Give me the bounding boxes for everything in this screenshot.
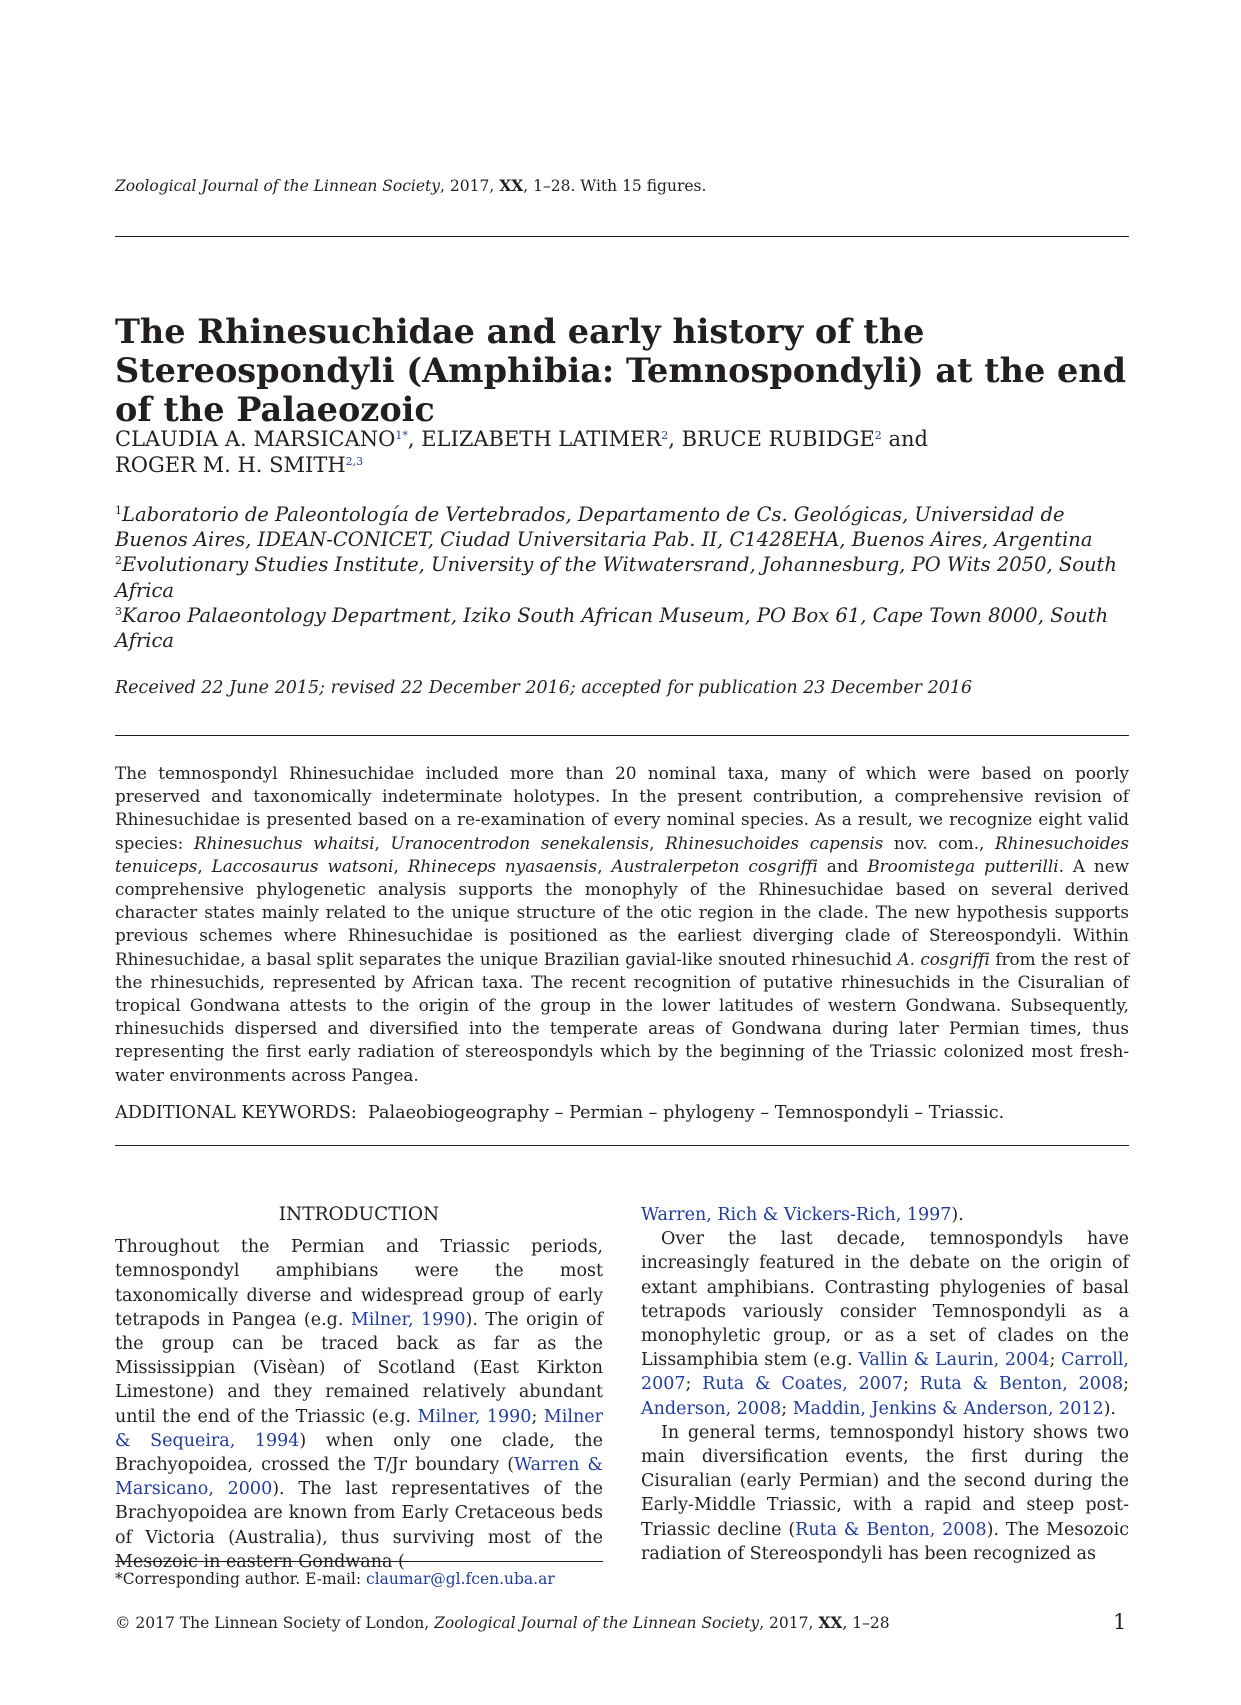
citation-link[interactable]: Milner, 1990 [417,1406,532,1427]
species-name: Australerpeton cosgriffi [611,855,818,876]
header-divider [115,236,1129,237]
keywords [115,1103,1004,1123]
affiliation-list [115,502,1129,653]
copyright-footer [115,1613,890,1632]
affiliation-text: Laboratorio de Paleontología de Vertebrados, Departamento de Cs. Geológicas, Universidad de Buenos Aires, IDEAN-CONICET, Ciudad Universitaria Pab. II, C1428EHA, Buenos Aires, Argentina [115,503,1093,552]
abstract-text: , [197,855,212,876]
copyright-text: © 2017 The Linnean Society of London, [115,1614,435,1632]
footer-volume: XX [818,1613,843,1632]
paragraph [641,1227,1129,1421]
keywords-text: Palaeobiogeography – Permian – phylogeny – Temnospondyli – Triassic. [367,1103,1005,1123]
author-name: BRUCE RUBIDGE [681,427,875,451]
abstract-text: , [374,832,391,853]
footnote-divider [115,1561,603,1562]
citation-link[interactable]: Vallin & Laurin, 2004 [858,1350,1050,1371]
affiliation-number: 2 [115,554,122,568]
author-affiliation-link[interactable]: 2 [874,429,882,442]
abstract-bottom-divider [115,1145,1129,1146]
species-name: Rhineceps nyasaensis [407,855,598,876]
affiliation-number: 3 [115,604,122,618]
abstract [115,762,1129,1087]
author-list [115,426,1129,478]
received-dates: Received 22 June 2015; revised 22 December 2016; accepted for publication 23 December 2016 [115,678,973,698]
species-name: Laccosaurus watsoni [211,855,394,876]
paragraph-text: ; [685,1374,703,1395]
journal-pages-figures: , 1–28. With 15 figures. [523,177,707,195]
affiliation-text: Karoo Palaeontology Department, Iziko South African Museum, PO Box 61, Cape Town 8000, South Africa [115,603,1109,653]
author-name: ELIZABETH LATIMER [421,427,662,451]
abstract-text: , [393,855,408,876]
abstract-top-divider [115,735,1129,736]
citation-link[interactable]: Warren, Rich & Vickers-Rich, 1997 [641,1205,952,1225]
paragraph [115,1235,603,1574]
journal-volume: XX [499,176,524,195]
body-column-right [641,1203,1129,1566]
paragraph-text: ; [1049,1350,1062,1371]
species-name: Uranocentrodon senekalensis [390,832,650,853]
journal-citation-header [115,176,706,195]
author-affiliation-link[interactable]: 2,3 [345,455,364,468]
citation-link[interactable]: Ruta & Benton, 2008 [919,1374,1124,1395]
author-separator: and [881,427,935,451]
affiliation-item [115,603,1129,653]
paragraph-text: In general terms, temnospondyl history shows two main diversification events, the first during the Cisuralian (early Permian) and the second during the Early-Middle Triassic, with a rapid and steep post-Triassic decline ( [641,1422,1129,1540]
article-title: The Rhinesuchidae and early history of the Stereospondyli (Amphibia: Temnospondyli) at the end of the Palaeozoic [115,312,1127,429]
abstract-text: from the rest of the rhinesuchids, represented by African taxa. The recent recognition of putative rhinesuchids in the Cisuralian of tropical Gondwana attests to the origin of the group in the lower latitudes of western Gondwana. Subsequently, rhinesuchids dispersed and diversified into the temperate areas of Gondwana during later Permian times, thus representing the first early radiation of stereospondyls which by the beginning of the Triassic colonized most fresh-water environments across Pangea. [115,948,1129,1085]
author-name: ROGER M. H. SMITH [115,453,346,477]
abstract-text: nov. com., [883,832,996,853]
affiliation-item [115,552,1129,602]
affiliation-item [115,502,1129,552]
abstract-text: and [817,855,868,876]
species-name: Rhinesuchoides tenuiceps [115,832,1129,876]
author-affiliation-link[interactable]: 1* [395,429,408,442]
citation-link[interactable]: Ruta & Benton, 2008 [795,1519,987,1540]
paragraph-text: ). The origin of the group can be traced back as far as the Mississippian (Visèan) of Scotland (East Kirkton Limestone) and they remained relatively abundant until the end of the Triassic (e.g. [115,1309,603,1427]
journal-name: Zoological Journal of the Linnean Society [115,177,441,195]
abstract-text: . A new comprehensive phylogenetic analysis supports the monophyly of the Rhinesuchidae based on several derived character states mainly related to the unique structure of the otic region in the clade. The new hypothesis supports previous schemes where Rhinesuchidae is positioned as the earliest diverging clade of Stereospondyli. Within Rhinesuchidae, a basal split separates the unique Brazilian gavial-like snouted rhinesuchid [115,855,1130,969]
species-name: Rhinesuchoides capensis [665,832,884,853]
affiliation-text: Evolutionary Studies Institute, University of the Witwatersrand, Johannesburg, PO Wits 2050, South Africa [115,553,1117,602]
author-separator: , [668,427,682,451]
email-link[interactable]: claumar@gl.fcen.uba.ar [366,1570,555,1588]
footer-pages: , 1–28 [842,1614,890,1632]
species-name: Rhinesuchus whaitsi [193,832,375,853]
footnote-text: *Corresponding author. E-mail: [115,1570,367,1588]
affiliation-number: 1 [115,504,122,517]
paragraph-text: ). [1103,1398,1116,1419]
author-name: CLAUDIA A. MARSICANO [115,427,396,451]
paragraph-text: ). The Mesozoic radiation of Stereospondyli has been recognized as [641,1519,1130,1564]
footer-year: , 2017, [759,1614,819,1632]
paragraph-text: ). The last representatives of the Brachyopoidea are known from Early Cretaceous beds of Victoria (Australia), thus surviving most of the Mesozoic in eastern Gondwana ( [115,1479,603,1572]
footer-journal-name: Zoological Journal of the Linnean Society [434,1614,760,1632]
citation-link[interactable]: Warren & Marsicano, 2000 [115,1455,603,1500]
abstract-text: , [649,832,666,853]
paragraph-text: ; [903,1374,920,1395]
paragraph-text: ). [951,1205,964,1225]
body-column-left [115,1203,603,1574]
species-name: A. cosgriffi [897,948,990,969]
citation-link[interactable]: Milner & Sequeira, 1994 [115,1406,603,1451]
citation-link[interactable]: Carroll, 2007 [641,1350,1129,1395]
page-number: 1 [1113,1610,1127,1634]
paragraph [641,1421,1129,1566]
section-heading-introduction: INTRODUCTION [278,1204,440,1225]
abstract-text: , [597,855,612,876]
journal-year: , 2017, [440,177,500,195]
author-affiliation-link[interactable]: 2 [661,429,669,442]
citation-link[interactable]: Ruta & Coates, 2007 [702,1374,904,1395]
paragraph-text: Throughout the Permian and Triassic periods, temnospondyl amphibians were the most taxonomically diverse and widespread group of early tetrapods in Pangea (e.g. [115,1237,603,1330]
paragraph-text: Over the last decade, temnospondyls have increasingly featured in the debate on the origin of extant amphibians. Contrasting phylogenies of basal tetrapods variously consider Temnospondyli as a monophyletic group, or as a set of clades on the Lissamphibia stem (e.g. [641,1229,1129,1371]
abstract-text: The temnospondyl Rhinesuchidae included more than 20 nominal taxa, many of which were based on poorly preserved and taxonomically indeterminate holotypes. In the present contribution, a comprehensive revision of Rhinesuchidae is presented based on a re-examination of every nominal species. As a result, we recognize eight valid species: [115,763,1129,853]
paragraph-text: ; [1123,1374,1130,1395]
paragraph-text: ; [531,1406,544,1427]
keywords-label: ADDITIONAL KEYWORDS: [115,1103,357,1123]
corresponding-author-footnote [115,1570,555,1588]
paragraph-text: ) when only one clade, the Brachyopoidea, crossed the T/Jr boundary ( [115,1430,603,1476]
citation-link[interactable]: Anderson, 2008 [641,1398,782,1419]
species-name: Broomistega putterilli [867,855,1059,876]
paragraph [641,1203,1129,1227]
paragraph-text: ; [781,1398,793,1419]
citation-link[interactable]: Milner, 1990 [350,1309,466,1330]
citation-link[interactable]: Maddin, Jenkins & Anderson, 2012 [792,1398,1104,1419]
author-separator: , [407,427,422,451]
